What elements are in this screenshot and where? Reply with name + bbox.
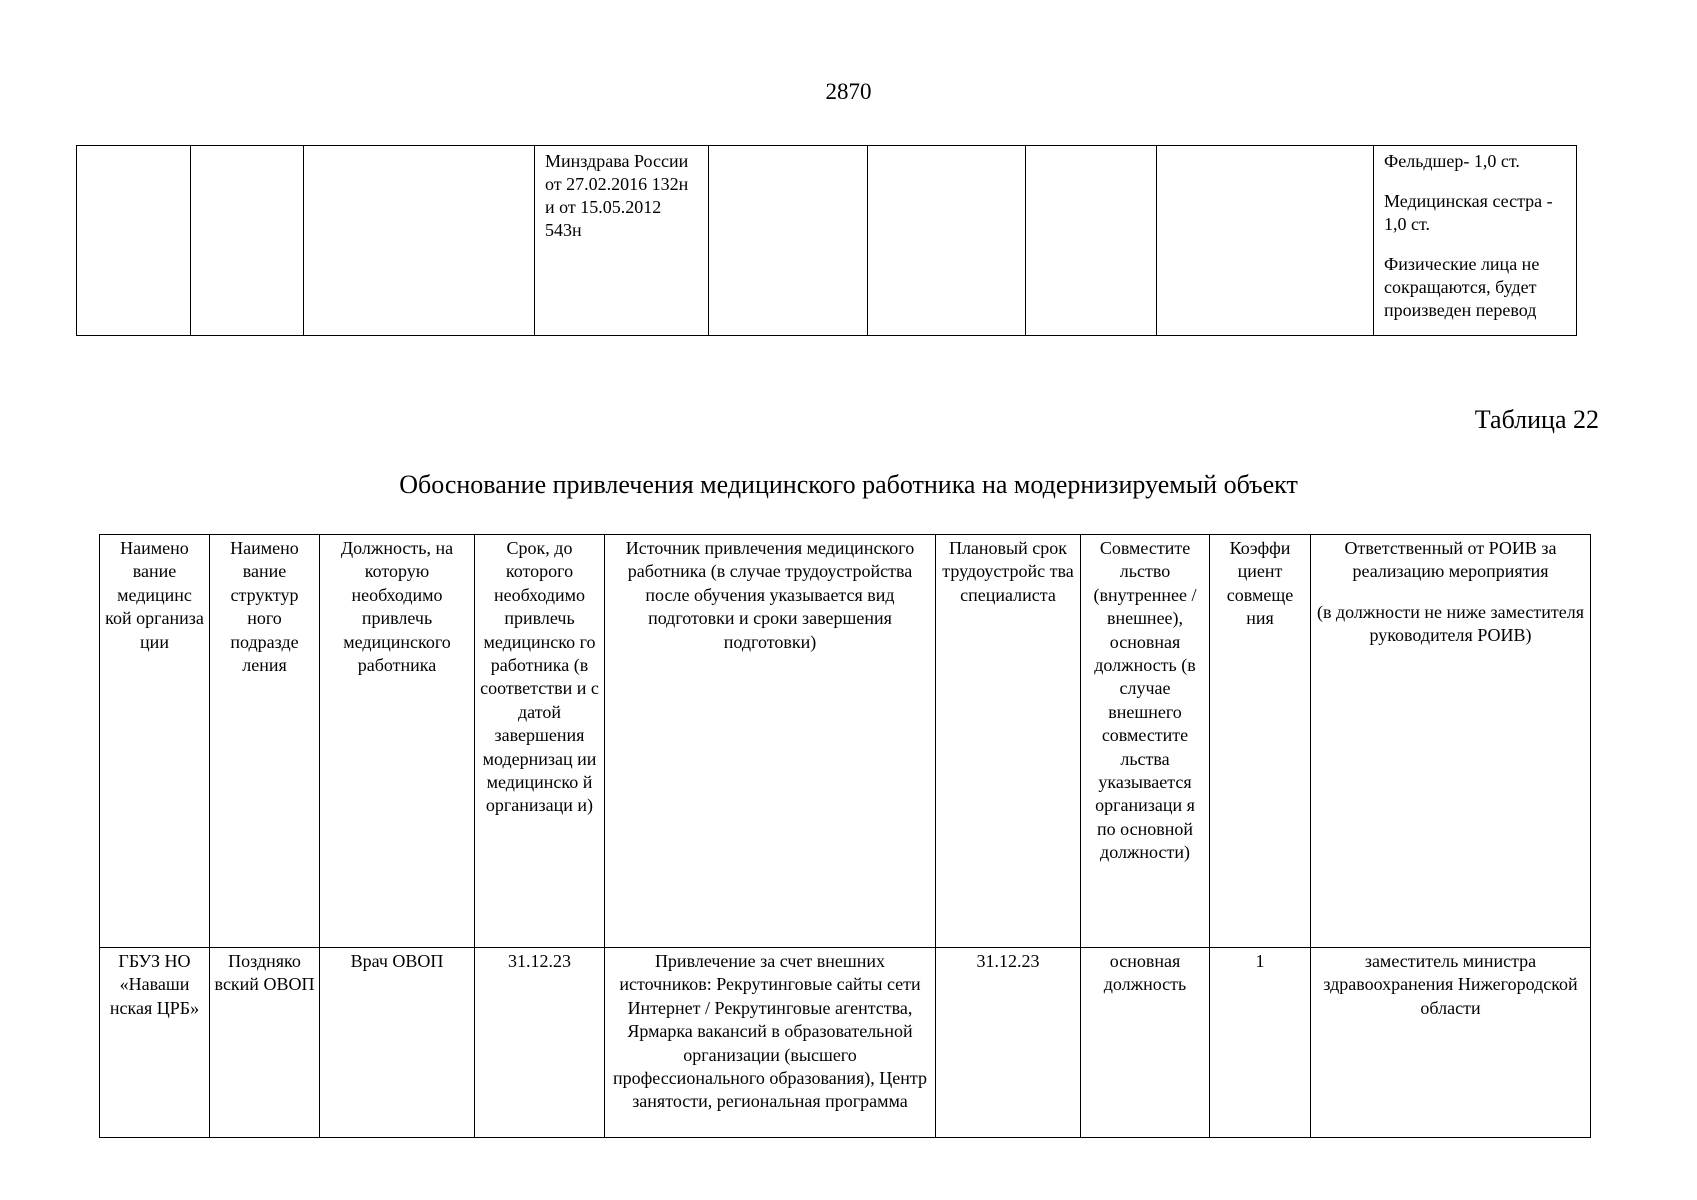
table-cell <box>191 146 304 336</box>
table-cell <box>1026 146 1157 336</box>
main-table <box>99 534 1591 1138</box>
table-cell: 1 <box>1210 948 1311 1138</box>
table-cell <box>709 146 868 336</box>
table-cell: основная должность <box>1081 948 1210 1138</box>
staff-note-cell <box>1374 146 1577 336</box>
table-cell <box>868 146 1026 336</box>
page-number: 2870 <box>825 79 872 104</box>
staff-note-line: Фельдшер- 1,0 ст. <box>1384 151 1520 171</box>
column-header: Срок, до которого необходимо привлечь медицинско го работника (в соответстви и с датой завершения модернизац ии медицинско й организаци и) <box>475 535 605 948</box>
table-cell <box>1157 146 1374 336</box>
table-cell: 31.12.23 <box>475 948 605 1138</box>
table-row <box>77 146 1577 336</box>
table-title: Обоснование привлечения медицинского работника на модернизируемый объект <box>399 470 1298 499</box>
table-cell: Привлечение за счет внешних источников: Рекрутинговые сайты сети Интернет / Рекрутинговые агентства, Ярмарка вакансий в образовательной организации (высшего профессионального образования), Центр занятости, региональная программа <box>605 948 936 1138</box>
column-header: Источник привлечения медицинского работника (в случае трудоустройства после обучения указывается вид подготовки и сроки завершения подготовки) <box>605 535 936 948</box>
table-cell <box>304 146 535 336</box>
column-header-sub: (в должности не ниже заместителя руководителя РОИВ) <box>1316 601 1584 646</box>
table-label: Таблица 22 <box>1474 405 1599 434</box>
table-cell: заместитель министра здравоохранения Нижегородской области <box>1311 948 1591 1138</box>
staff-note-line: Физические лица не сокращаются, будет произведен перевод <box>1384 254 1540 320</box>
column-header: Совместите льство (внутреннее /внешнее), основная должность (в случае внешнего совместите льства указывается организаци я по основной должности) <box>1081 535 1210 948</box>
column-header: Должность, на которую необходимо привлечь медицинского работника <box>320 535 475 948</box>
column-header: Наимено вание медицинс кой организа ции <box>100 535 210 948</box>
table-cell: Минздрава России от 27.02.2016 132н и от 15.05.2012 543н <box>535 146 709 336</box>
column-header: Наимено вание структур ного подразде ления <box>210 535 320 948</box>
continuation-table <box>76 145 1577 336</box>
column-header: Плановый срок трудоустройс тва специалиста <box>936 535 1081 948</box>
table-cell: 31.12.23 <box>936 948 1081 1138</box>
column-header-responsible <box>1311 535 1591 948</box>
staff-note-line: Медицинская сестра - 1,0 ст. <box>1384 191 1553 234</box>
table-cell <box>77 146 191 336</box>
column-header: Коэффи циент совмеще ния <box>1210 535 1311 948</box>
table-row <box>100 948 1591 1138</box>
table-cell: Поздняко вский ОВОП <box>210 948 320 1138</box>
table-header-row <box>100 535 1591 948</box>
table-cell: ГБУЗ НО «Наваши нская ЦРБ» <box>100 948 210 1138</box>
column-header-main: Ответственный от РОИВ за реализацию мероприятия <box>1344 538 1557 582</box>
table-cell: Врач ОВОП <box>320 948 475 1138</box>
